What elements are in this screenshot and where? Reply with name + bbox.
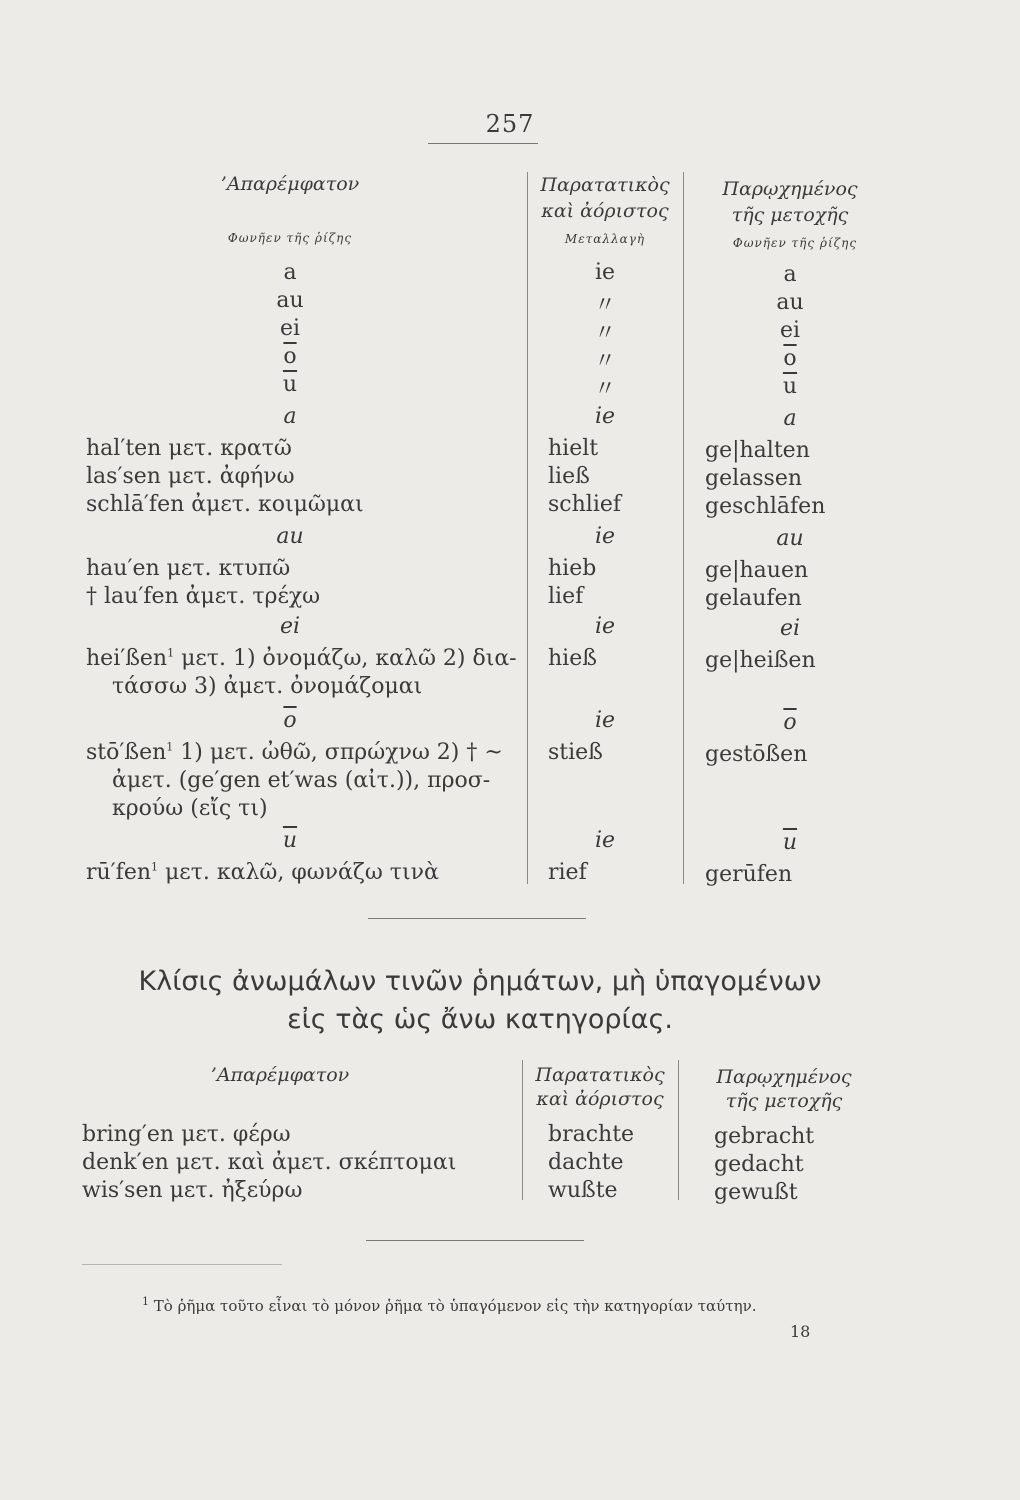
t1-vowel-row: ei: [779, 318, 801, 343]
t1-group-au-c1: au: [276, 524, 304, 549]
verb-heissen-continuation: τάσσω 3) ἀμετ. ὀνομάζομαι: [112, 674, 423, 699]
t2-col3-title-1: Παρῳχημένος: [716, 1066, 852, 1088]
t1-group-o-c3: $\overline{o}$: [783, 710, 797, 735]
t1-group-ei-c2: ie: [594, 614, 616, 639]
t2-row-infinitive: denk′en μετ. καὶ ἀμετ. σκέπτομαι: [82, 1150, 457, 1175]
verb-schlafen-past: schlief: [548, 492, 622, 517]
t2-col1-title: ’Απαρέμφατον: [210, 1064, 350, 1086]
t2-row-participle: gewußt: [714, 1180, 798, 1205]
verb-lassen-participle: gelassen: [705, 466, 803, 491]
t1-col3-sub: Φωνῆεν τῆς ῥίζης: [732, 236, 858, 250]
t1-column-divider-1: [527, 172, 528, 884]
t1-group-ei-c3: ei: [779, 616, 801, 641]
t1-group-o-c2: ie: [594, 708, 616, 733]
verb-hauen-infinitive: hau′en μετ. κτυπῶ: [86, 556, 291, 581]
t1-col2-title-1: Παρατατικὸς: [540, 174, 670, 196]
t1-col3-title-1: Παρῳχημένος: [722, 178, 858, 200]
footnote: $^1$ Τὸ ῥῆμα τοῦτο εἶναι τὸ μόνον ῥῆμα τὸ ὑπαγόμενον εἰς τὴν κατηγορίαν ταύτην.: [142, 1295, 757, 1315]
section-separator: [368, 918, 586, 919]
verb-stossen-participle: gestōßen: [705, 742, 808, 767]
section-title-line-1: Κλίσις ἀνωμάλων τινῶν ῥημάτων, μὴ ὑπαγομένων: [138, 966, 822, 997]
t1-vowel-row: ei: [279, 316, 301, 341]
t2-col2-title-2: καὶ ἀόριστος: [536, 1088, 664, 1110]
t2-row-past: dachte: [548, 1150, 624, 1175]
verb-stossen-infinitive: stō′ßen$^1$ 1) μετ. ὠθῶ, σπρώχνω 2) † ~: [86, 740, 503, 765]
t1-vowel-row: au: [776, 290, 804, 315]
t1-col1-sub: Φωνῆεν τῆς ῥίζης: [227, 231, 353, 245]
t2-row-infinitive: wis′sen μετ. ἠξεύρω: [82, 1178, 303, 1203]
t1-vowel-row: ie: [594, 260, 616, 285]
t2-col2-title-1: Παρατατικὸς: [535, 1064, 665, 1086]
t1-group-o-c1: $\overline{o}$: [283, 708, 297, 733]
t1-column-divider-2: [683, 172, 684, 884]
t1-group-ei-c1: ei: [279, 614, 301, 639]
verb-hauen-past: hieb: [548, 556, 597, 581]
t1-group-u-c3: $\overline{u}$: [782, 830, 798, 855]
verb-rufen-past: rief: [548, 860, 587, 885]
verb-halten-participle: ge|halten: [705, 438, 810, 463]
t1-vowel-row: $\overline{o}$: [783, 346, 797, 371]
verb-schlafen-infinitive: schlā′fen ἀμετ. κοιμῶμαι: [86, 492, 364, 517]
verb-stossen-continuation-2: κρούω (εἴς τι): [112, 796, 268, 821]
t2-row-participle: gebracht: [714, 1124, 815, 1149]
verb-schlafen-participle: geschlāfen: [705, 494, 826, 519]
verb-rufen-infinitive: rū′fen$^1$ μετ. καλῶ, φωνάζω τινὰ: [86, 860, 439, 885]
page-number-rule: [428, 143, 538, 144]
t2-row-past: wußte: [548, 1178, 618, 1203]
t1-vowel-row: a: [283, 260, 297, 285]
verb-laufen-infinitive: † lau′fen ἀμετ. τρέχω: [86, 584, 321, 609]
section-title-line-2: εἰς τὰς ὡς ἄνω κατηγορίας.: [287, 1004, 673, 1035]
t2-row-infinitive: bring′en μετ. φέρω: [82, 1122, 291, 1147]
t2-row-past: brachte: [548, 1122, 635, 1147]
footnote-rule: [82, 1264, 282, 1265]
verb-heissen-infinitive: hei′ßen$^1$ μετ. 1) ὀνομάζω, καλῶ 2) δια-: [86, 646, 517, 671]
t1-col3-title-2: τῆς μετοχῆς: [731, 204, 849, 226]
page-number: 257: [485, 110, 535, 138]
verb-halten-infinitive: hal′ten μετ. κρατῶ: [86, 436, 292, 461]
t1-group-u-c1: $\overline{u}$: [282, 828, 298, 853]
t1-group-a-c1: a: [283, 404, 297, 429]
t2-col3-title-2: τῆς μετοχῆς: [725, 1090, 843, 1112]
t1-vowel-row: 〃: [593, 321, 616, 346]
verb-halten-past: hielt: [548, 436, 599, 461]
t1-group-au-c2: ie: [594, 524, 616, 549]
t1-group-au-c3: au: [776, 526, 804, 551]
t1-vowel-row: 〃: [593, 293, 616, 318]
verb-laufen-participle: gelaufen: [705, 586, 802, 611]
t1-vowel-row: 〃: [593, 377, 616, 402]
t2-column-divider-2: [678, 1060, 679, 1200]
t1-vowel-row: 〃: [593, 349, 616, 374]
verb-stossen-continuation-1: ἀμετ. (ge′gen et′was (αἰτ.)), προσ-: [112, 768, 491, 793]
t1-vowel-row: $\overline{u}$: [282, 372, 298, 397]
section-separator: [366, 1240, 584, 1241]
verb-lassen-past: ließ: [548, 464, 590, 489]
verb-hauen-participle: ge|hauen: [705, 558, 809, 583]
verb-heissen-past: hieß: [548, 646, 597, 671]
verb-lassen-infinitive: las′sen μετ. ἀφήνω: [86, 464, 295, 489]
verb-heissen-participle: ge|heißen: [705, 648, 816, 673]
t1-col2-sub: Μεταλλαγὴ: [564, 232, 646, 246]
t1-vowel-row: a: [783, 262, 797, 287]
t1-group-a-c2: ie: [594, 404, 616, 429]
t1-vowel-row: $\overline{u}$: [782, 374, 798, 399]
t2-row-participle: gedacht: [714, 1152, 804, 1177]
t1-group-u-c2: ie: [594, 828, 616, 853]
t1-vowel-row: $\overline{o}$: [283, 344, 297, 369]
t1-group-a-c3: a: [783, 406, 797, 431]
t1-col1-title: ’Απαρέμφατον: [220, 173, 360, 195]
t1-vowel-row: au: [276, 288, 304, 313]
t1-col2-title-2: καὶ ἀόριστος: [541, 200, 669, 222]
verb-rufen-participle: gerūfen: [705, 862, 793, 887]
verb-stossen-past: stieß: [548, 740, 603, 765]
verb-laufen-past: lief: [548, 584, 584, 609]
t2-column-divider-1: [522, 1060, 523, 1200]
printer-signature: 18: [790, 1322, 811, 1341]
